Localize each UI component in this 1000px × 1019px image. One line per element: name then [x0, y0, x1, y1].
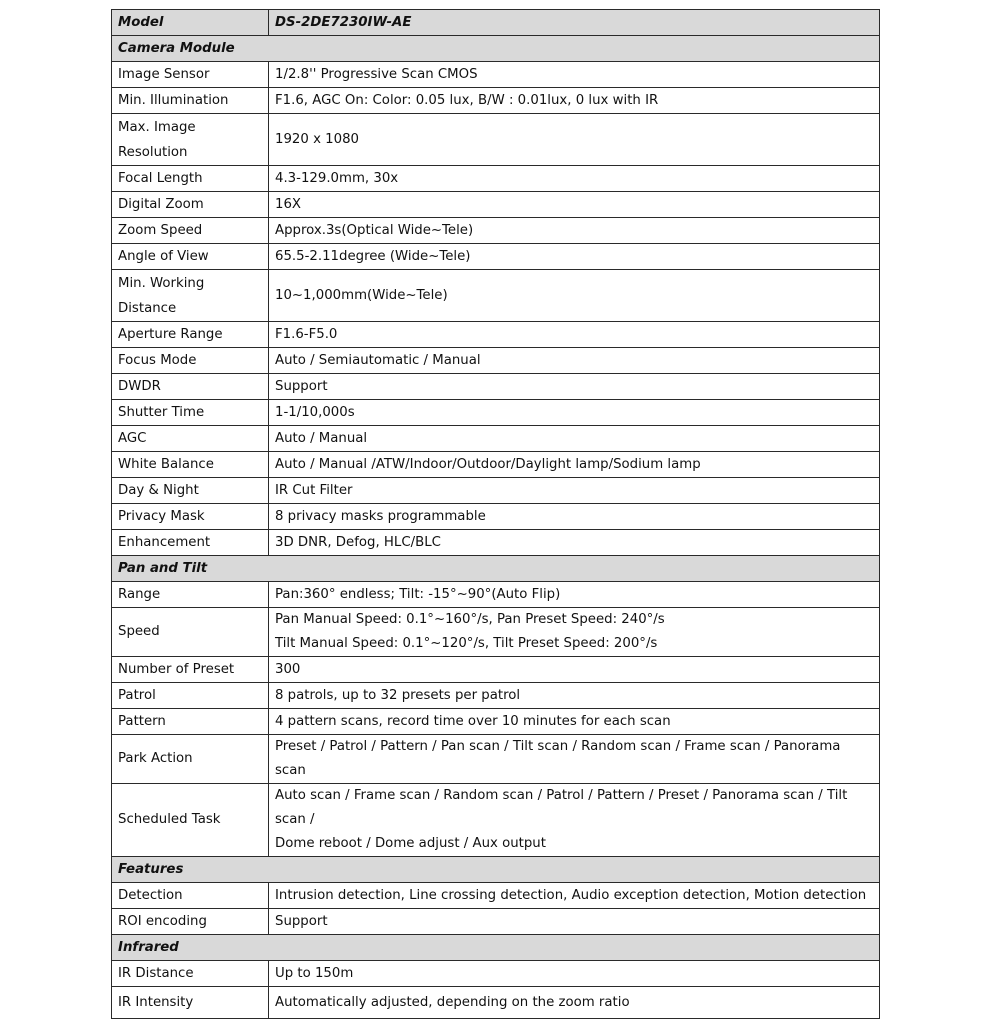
- spec-value-line: Pan:360° endless; Tilt: -15°~90°(Auto Flip): [275, 586, 561, 602]
- spec-label: Enhancement: [112, 530, 269, 556]
- spec-value: [269, 582, 880, 608]
- spec-value: [269, 909, 880, 935]
- spec-label: Max. Image Resolution: [112, 114, 269, 166]
- spec-value-line: Up to 150m: [275, 965, 354, 981]
- spec-label: White Balance: [112, 452, 269, 478]
- spec-value: [269, 426, 880, 452]
- spec-table: [111, 9, 880, 1019]
- spec-row: [112, 88, 880, 114]
- spec-row: [112, 735, 880, 784]
- spec-value: [269, 657, 880, 683]
- spec-value: [269, 683, 880, 709]
- spec-row: [112, 709, 880, 735]
- spec-value: [269, 114, 880, 166]
- spec-value: [269, 608, 880, 657]
- spec-value-line: Support: [275, 913, 328, 929]
- spec-row: [112, 166, 880, 192]
- spec-value-line: 8 privacy masks programmable: [275, 508, 486, 524]
- spec-label: Angle of View: [112, 244, 269, 270]
- spec-value-line: Intrusion detection, Line crossing detection, Audio exception detection, Motion detection: [275, 887, 867, 903]
- spec-value: [269, 88, 880, 114]
- spec-value: [269, 883, 880, 909]
- spec-value: [269, 784, 880, 857]
- section-title: Camera Module: [112, 36, 880, 62]
- spec-label: Speed: [112, 608, 269, 657]
- spec-value-line: 300: [275, 661, 301, 677]
- spec-value: [269, 987, 880, 1019]
- spec-value-line: 1/2.8'' Progressive Scan CMOS: [275, 66, 478, 82]
- spec-value: [269, 961, 880, 987]
- spec-value: [269, 374, 880, 400]
- spec-label: AGC: [112, 426, 269, 452]
- spec-row: [112, 270, 880, 322]
- spec-value-line: 3D DNR, Defog, HLC/BLC: [275, 534, 441, 550]
- spec-label: Min. Illumination: [112, 88, 269, 114]
- spec-value-line: 10~1,000mm(Wide~Tele): [275, 287, 448, 303]
- spec-row: [112, 608, 880, 657]
- spec-value: [269, 62, 880, 88]
- spec-value-line: Dome reboot / Dome adjust / Aux output: [275, 836, 546, 851]
- spec-row: [112, 348, 880, 374]
- spec-label: Patrol: [112, 683, 269, 709]
- spec-label: Aperture Range: [112, 322, 269, 348]
- spec-label: Digital Zoom: [112, 192, 269, 218]
- spec-label: Number of Preset: [112, 657, 269, 683]
- spec-row: [112, 114, 880, 166]
- spec-value-line: Auto / Manual: [275, 430, 368, 446]
- spec-value-line: F1.6, AGC On: Color: 0.05 lux, B/W : 0.01lux, 0 lux with IR: [275, 92, 659, 108]
- spec-value-line: Automatically adjusted, depending on the zoom ratio: [275, 994, 630, 1010]
- spec-row: [112, 909, 880, 935]
- spec-row: [112, 683, 880, 709]
- spec-value-line: Support: [275, 378, 328, 394]
- spec-value: [269, 322, 880, 348]
- spec-row: [112, 452, 880, 478]
- spec-label: Privacy Mask: [112, 504, 269, 530]
- spec-value-line: 4 pattern scans, record time over 10 minutes for each scan: [275, 713, 671, 729]
- spec-label: Image Sensor: [112, 62, 269, 88]
- spec-value: [269, 348, 880, 374]
- spec-value: [269, 530, 880, 556]
- model-value: DS-2DE7230IW-AE: [269, 10, 880, 36]
- spec-value-line: Auto / Manual /ATW/Indoor/Outdoor/Daylight lamp/Sodium lamp: [275, 456, 701, 472]
- spec-value: [269, 244, 880, 270]
- spec-value: [269, 709, 880, 735]
- model-label: Model: [112, 10, 269, 36]
- spec-row: [112, 322, 880, 348]
- spec-value: [269, 735, 880, 784]
- spec-value-line: 1-1/10,000s: [275, 404, 355, 420]
- section-pan-and-tilt: [112, 556, 880, 582]
- spec-label: Min. Working Distance: [112, 270, 269, 322]
- spec-value-line: 16X: [275, 196, 302, 212]
- section-title: Features: [112, 857, 880, 883]
- spec-value: [269, 166, 880, 192]
- section-title: Pan and Tilt: [112, 556, 880, 582]
- spec-label: Zoom Speed: [112, 218, 269, 244]
- spec-value: [269, 270, 880, 322]
- spec-label: Day & Night: [112, 478, 269, 504]
- spec-label: Shutter Time: [112, 400, 269, 426]
- spec-row: [112, 987, 880, 1019]
- spec-label: Focus Mode: [112, 348, 269, 374]
- spec-value-line: Tilt Manual Speed: 0.1°~120°/s, Tilt Preset Speed: 200°/s: [275, 636, 658, 651]
- spec-row: [112, 218, 880, 244]
- spec-value-line: 1920 x 1080: [275, 131, 360, 147]
- section-infrared: [112, 935, 880, 961]
- spec-row: [112, 504, 880, 530]
- spec-row: [112, 530, 880, 556]
- section-title: Infrared: [112, 935, 880, 961]
- spec-row: [112, 62, 880, 88]
- spec-value: [269, 504, 880, 530]
- spec-value: [269, 478, 880, 504]
- spec-row: [112, 244, 880, 270]
- spec-value: [269, 192, 880, 218]
- spec-row: [112, 374, 880, 400]
- spec-value-line: Auto / Semiautomatic / Manual: [275, 352, 481, 368]
- spec-row: [112, 426, 880, 452]
- spec-value-line: 8 patrols, up to 32 presets per patrol: [275, 687, 521, 703]
- spec-value-line: F1.6-F5.0: [275, 326, 338, 342]
- spec-label: Detection: [112, 883, 269, 909]
- spec-row: [112, 400, 880, 426]
- spec-label: Range: [112, 582, 269, 608]
- spec-value-line: Preset / Patrol / Pattern / Pan scan / Tilt scan / Random scan / Frame scan / Panorama scan: [275, 739, 841, 778]
- spec-row: [112, 657, 880, 683]
- spec-label: Park Action: [112, 735, 269, 784]
- spec-row: [112, 784, 880, 857]
- spec-value-line: IR Cut Filter: [275, 482, 353, 498]
- spec-label: DWDR: [112, 374, 269, 400]
- spec-value: [269, 452, 880, 478]
- spec-value: [269, 218, 880, 244]
- spec-label: Pattern: [112, 709, 269, 735]
- section-features: [112, 857, 880, 883]
- spec-row: [112, 478, 880, 504]
- spec-label: IR Distance: [112, 961, 269, 987]
- spec-label: Focal Length: [112, 166, 269, 192]
- spec-row: [112, 192, 880, 218]
- spec-row: [112, 582, 880, 608]
- spec-label: Scheduled Task: [112, 784, 269, 857]
- spec-value-line: 65.5-2.11degree (Wide~Tele): [275, 248, 471, 264]
- section-camera-module: [112, 36, 880, 62]
- spec-value-line: 4.3-129.0mm, 30x: [275, 170, 399, 186]
- spec-value-line: Auto scan / Frame scan / Random scan / Patrol / Pattern / Preset / Panorama scan / Tilt scan /: [275, 788, 848, 827]
- spec-row: [112, 961, 880, 987]
- model-row: [112, 10, 880, 36]
- spec-label: ROI encoding: [112, 909, 269, 935]
- spec-value-line: Pan Manual Speed: 0.1°~160°/s, Pan Preset Speed: 240°/s: [275, 612, 665, 627]
- spec-label: IR Intensity: [112, 987, 269, 1019]
- spec-value-line: Approx.3s(Optical Wide~Tele): [275, 222, 474, 238]
- spec-value: [269, 400, 880, 426]
- spec-row: [112, 883, 880, 909]
